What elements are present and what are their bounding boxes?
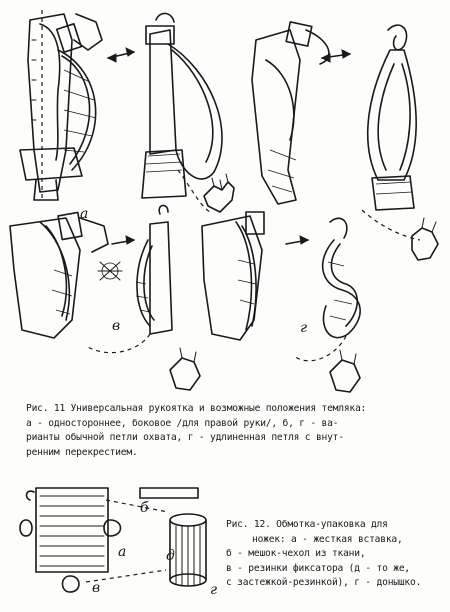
hand-icon-4 (330, 350, 360, 392)
handle-v-detail (86, 205, 172, 352)
figure-11-caption (26, 402, 434, 460)
caption-line: с застежкой-резинкой), г - донышко. (226, 577, 422, 588)
label-g-fig11: г (300, 320, 308, 336)
label-v-fig11: в (112, 318, 121, 334)
label-g-fig12: г (210, 582, 218, 598)
fabric-strip-drawing (140, 488, 198, 498)
caption-line: а - одностороннее, боковое /для правой руки/, б, г - ва- (26, 417, 339, 429)
handle-v-drawing (10, 212, 108, 338)
handle-a-drawing (20, 10, 102, 200)
label-v-fig12: в (92, 580, 101, 596)
label-a-fig11: а (80, 206, 89, 222)
label-b-fig12: б (140, 500, 149, 516)
caption-line: Рис. 11 Универсальная рукоятка и возможные положения темляка: (26, 403, 367, 414)
handle-a-detail (142, 13, 222, 212)
hand-icon-3 (170, 348, 200, 390)
label-d-fig12: д (166, 548, 175, 564)
star-symbol (98, 262, 122, 280)
insert-board-drawing (20, 488, 121, 592)
caption-line: рианты обычной петли охвата, г - удлиненная петля с внут- (26, 432, 344, 443)
handle-g-drawing (202, 212, 264, 340)
figure-12-caption (226, 518, 440, 591)
caption-line: ножек: а - жесткая вставка, (252, 533, 403, 545)
caption-line: б - мешок-чехол из ткани, (226, 548, 366, 559)
handle-b-drawing (252, 22, 329, 204)
caption-line: в - резинки фиксатора (д - то же, (226, 562, 411, 574)
caption-line: Рис. 12. Обмотка-упаковка для (226, 519, 388, 530)
label-a-fig12: а (118, 544, 127, 560)
hand-icon-2 (412, 218, 438, 260)
caption-line: ренним перекрестием. (26, 446, 138, 458)
hand-icon (204, 174, 234, 212)
handle-b-detail (362, 25, 420, 240)
